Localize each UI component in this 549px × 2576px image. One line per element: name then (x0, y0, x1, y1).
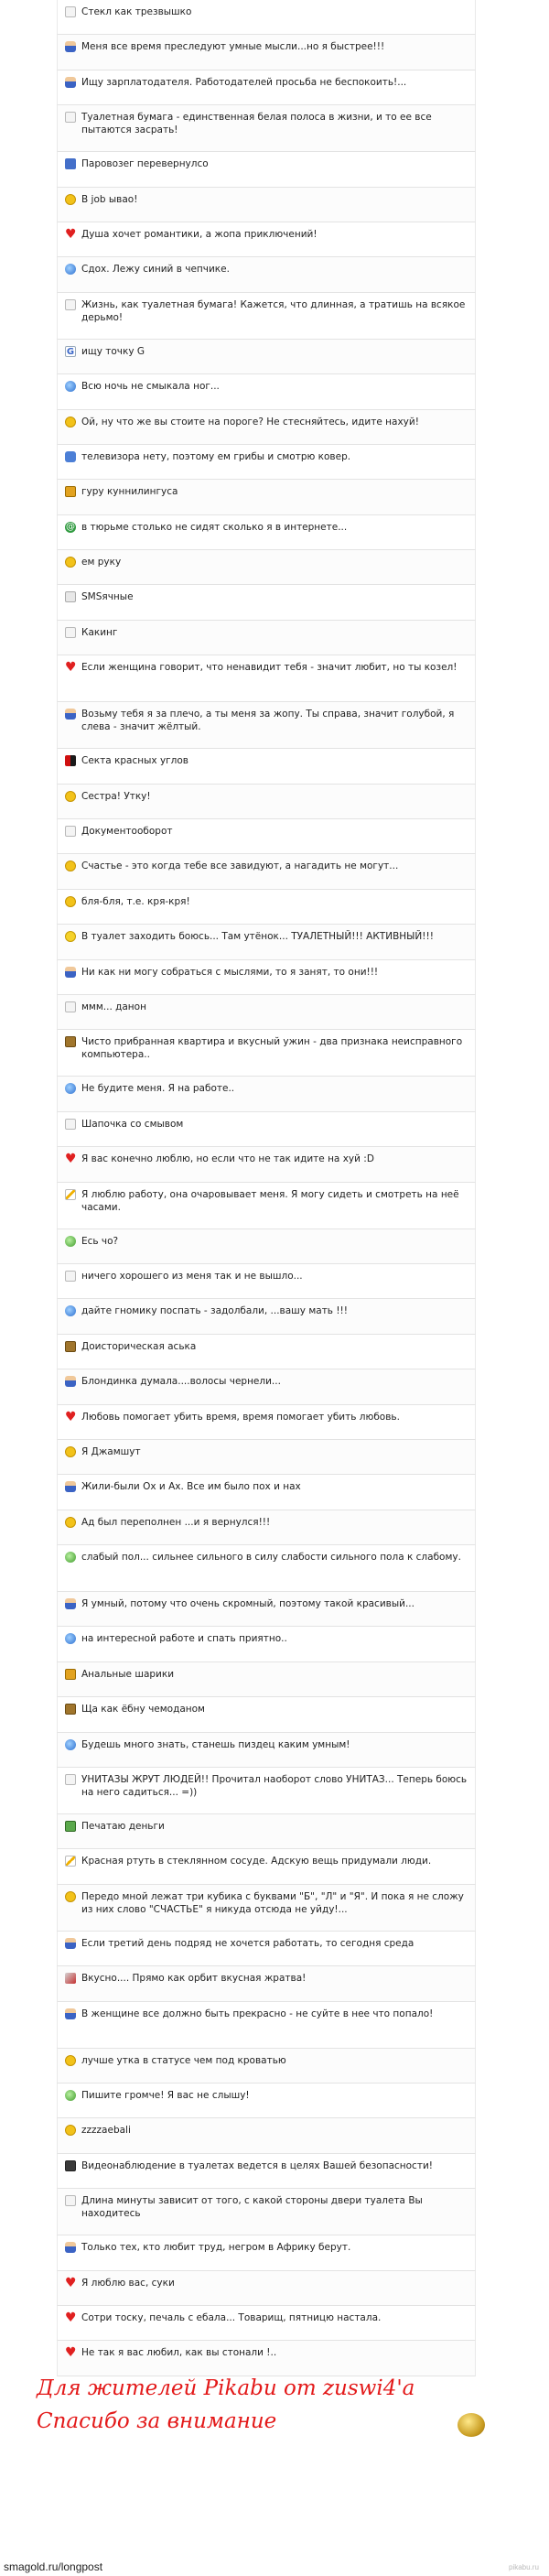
list-item[interactable] (57, 785, 476, 819)
smile-icon (65, 1517, 76, 1528)
footer-dedication: Для жителей Pikabu от zuswi4'a (37, 2376, 415, 2400)
status-text: Душа хочет романтики, а жопа приключений! (81, 228, 318, 240)
status-text: в тюрьме столько не сидят сколько я в интернете... (81, 521, 348, 533)
list-item[interactable] (57, 293, 476, 340)
page-icon (65, 2195, 76, 2206)
status-text: ничего хорошего из меня так и не вышло... (81, 1270, 303, 1282)
status-text: Вкусно.... Прямо как орбит вкусная жратва! (81, 1973, 307, 1985)
list-item[interactable] (57, 995, 476, 1030)
list-item[interactable] (57, 1592, 476, 1627)
heart-icon (65, 2347, 76, 2358)
list-item[interactable] (57, 410, 476, 445)
green-icon (65, 2090, 76, 2101)
status-text: Сотри тоску, печаль с ебала... Товарищ, пятницю настала. (81, 2311, 382, 2323)
list-item[interactable] (57, 621, 476, 655)
status-text: Счастье - это когда тебе все завидуют, а нагадить не могут... (81, 860, 399, 872)
heart-icon (65, 1153, 76, 1164)
status-text: ммм... данон (81, 1001, 146, 1012)
flag-icon (65, 755, 76, 766)
status-text: слабый пол... сильнее сильного в силу слабости сильного пола к слабому. (81, 1552, 461, 1564)
list-item[interactable] (57, 2235, 476, 2270)
status-text: Жили-были Ох и Ах. Все им было пох и нах (81, 1481, 301, 1493)
status-text: телевизора нету, поэтому ем грибы и смотрю ковер. (81, 450, 351, 462)
status-text: Я Джамшут (81, 1445, 141, 1457)
globe-icon (65, 1083, 76, 1094)
page-icon (65, 627, 76, 638)
list-item[interactable] (57, 1662, 476, 1697)
status-text: ем руку (81, 557, 122, 568)
pen-icon (65, 1189, 76, 1200)
status-text: Жизнь, как туалетная бумага! Кажется, что длинная, а тратишь на всякое дерьмо! (81, 298, 466, 323)
status-text: Печатаю деньги (81, 1821, 165, 1833)
status-text: zzzzaebali (81, 2125, 131, 2137)
bag-icon (65, 486, 76, 497)
status-text: Меня все время преследуют умные мысли...но я быстрее!!! (81, 41, 385, 53)
status-text: Передо мной лежат три кубика с буквами "Б", "Л" и "Я". И пока я не сложу из них слово "СЧАСТЬЕ" я никуда отсюда не уйду!... (81, 1890, 464, 1915)
smile-icon (65, 2055, 76, 2066)
status-text: В job ывао! (81, 193, 138, 205)
at-icon (65, 522, 76, 533)
smile-icon (65, 2125, 76, 2136)
heart-icon (65, 229, 76, 240)
status-text: Ща как ёбну чемоданом (81, 1704, 205, 1716)
list-item[interactable] (57, 702, 476, 749)
status-text: Стекл как трезвышко (81, 6, 192, 17)
list-item[interactable] (57, 1264, 476, 1299)
list-item[interactable] (57, 105, 476, 152)
globe-icon (65, 1305, 76, 1316)
smile-icon (65, 417, 76, 428)
globe-icon (65, 1739, 76, 1750)
list-item[interactable] (57, 1932, 476, 1966)
list-item[interactable] (57, 854, 476, 889)
box-icon (65, 1341, 76, 1352)
page-icon (65, 299, 76, 310)
status-text: Ищу зарплатодателя. Работодателей просьба не беспокоить!... (81, 76, 407, 88)
page-icon (65, 1001, 76, 1012)
status-text: Любовь помогает убить время, время помогает убить любовь. (81, 1411, 400, 1423)
smile-icon (65, 1891, 76, 1902)
list-item[interactable] (57, 1405, 476, 1440)
list-item[interactable] (57, 960, 476, 995)
list-item[interactable] (57, 1147, 476, 1182)
page-icon (65, 6, 76, 17)
list-item[interactable] (57, 222, 476, 257)
status-text: Сдох. Лежу синий в чепчике. (81, 264, 230, 276)
list-item[interactable] (57, 1733, 476, 1768)
list-item[interactable] (57, 1768, 476, 1814)
status-text: Я люблю вас, суки (81, 2277, 175, 2289)
list-item[interactable] (57, 585, 476, 620)
rocket-icon (65, 1973, 76, 1984)
loco-icon (65, 158, 76, 169)
list-item[interactable] (57, 2049, 476, 2084)
man-icon (65, 41, 76, 52)
globe-icon (65, 264, 76, 275)
status-text: УНИТАЗЫ ЖРУТ ЛЮДЕЙ!! Прочитал наоборот слово УНИТАЗ... Теперь боюсь на него садиться... =)) (81, 1774, 468, 1799)
status-text: Туалетная бумага - единственная белая полоса в жизни, и то ее все пытаются засрать! (81, 112, 432, 136)
money-icon (65, 1821, 76, 1832)
status-text: Документооборот (81, 826, 173, 838)
list-item[interactable] (57, 445, 476, 480)
list-item[interactable] (57, 257, 476, 292)
list-item[interactable] (57, 2189, 476, 2235)
man-icon (65, 709, 76, 720)
status-text: Есь чо? (81, 1235, 119, 1247)
status-text: Не будите меня. Я на работе.. (81, 1083, 235, 1095)
man-icon (65, 2242, 76, 2253)
list-item[interactable] (57, 1475, 476, 1510)
bag-icon (65, 1669, 76, 1680)
status-text: Сестра! Утку! (81, 790, 151, 802)
status-text: Всю ночь не смыкала ног... (81, 381, 220, 393)
list-item[interactable] (57, 2306, 476, 2341)
list-item[interactable] (57, 2154, 476, 2189)
list-item[interactable] (57, 1077, 476, 1111)
smile-icon (65, 791, 76, 802)
status-text: SMSячные (81, 591, 134, 603)
heart-icon (65, 2312, 76, 2323)
status-text: Я вас конечно люблю, но если что не так идите на хуй :D (81, 1153, 374, 1165)
list-item[interactable] (57, 655, 476, 702)
list-item[interactable] (57, 550, 476, 585)
list-item[interactable] (57, 374, 476, 409)
coin-icon (458, 2413, 485, 2437)
list-item[interactable] (57, 1030, 476, 1077)
status-text: Видеонаблюдение в туалетах ведется в целях Вашей безопасности! (81, 2159, 433, 2171)
list-item[interactable] (57, 152, 476, 187)
status-text: Не так я вас любил, как вы стонали !.. (81, 2347, 277, 2359)
list-item[interactable] (57, 1229, 476, 1264)
man-icon (65, 77, 76, 88)
list-item[interactable] (57, 1627, 476, 1661)
status-text: Секта красных углов (81, 755, 188, 767)
list-item[interactable] (57, 35, 476, 70)
list-item[interactable] (57, 2084, 476, 2118)
page-icon (65, 1774, 76, 1785)
list-item[interactable] (57, 1299, 476, 1334)
status-list (57, 0, 476, 2359)
page-icon (65, 1271, 76, 1282)
heart-icon (65, 662, 76, 673)
status-text: Если женщина говорит, что ненавидит тебя - значит любит, но ты козел! (81, 662, 458, 674)
list-item[interactable] (57, 1697, 476, 1732)
status-text: ищу точку G (81, 345, 145, 357)
man-icon (65, 1938, 76, 1949)
status-text: Какинг (81, 626, 118, 638)
footer-thanks: Спасибо за внимание (37, 2409, 277, 2433)
green-icon (65, 1236, 76, 1247)
sms-icon (65, 591, 76, 602)
man-icon (65, 1481, 76, 1492)
list-item[interactable] (57, 188, 476, 222)
status-text: Красная ртуть в стеклянном сосуде. Адскую вещь придумали люди. (81, 1856, 432, 1867)
box-icon (65, 1036, 76, 1047)
list-item[interactable] (57, 70, 476, 105)
list-item[interactable] (57, 1849, 476, 1884)
list-item[interactable] (57, 0, 476, 35)
pen-icon (65, 1856, 76, 1867)
list-item[interactable] (57, 1510, 476, 1545)
status-text: Если третий день подряд не хочется работать, то сегодня среда (81, 1937, 414, 1949)
status-text: Я умный, потому что очень скромный, поэтому такой красивый... (81, 1598, 414, 1610)
smile-icon (65, 557, 76, 568)
list-item[interactable] (57, 515, 476, 550)
heart-icon (65, 1412, 76, 1423)
status-text: дайте гномику поспать - задолбали, ...вашу мать !!! (81, 1305, 348, 1317)
status-text: Чисто прибранная квартира и вкусный ужин - два признака неисправного компьютера.. (81, 1036, 463, 1061)
smile-icon (65, 194, 76, 205)
man-icon (65, 1376, 76, 1387)
status-text: Я люблю работу, она очаровывает меня. Я могу сидеть и смотреть на неё часами. (81, 1188, 459, 1213)
list-item[interactable] (57, 2002, 476, 2049)
g-icon (65, 346, 76, 357)
list-item[interactable] (57, 1814, 476, 1849)
status-text: Блондинка думала....волосы чернели... (81, 1376, 281, 1388)
green-icon (65, 1552, 76, 1563)
list-item[interactable] (57, 1183, 476, 1229)
list-item[interactable] (57, 890, 476, 925)
site-url[interactable]: smagold.ru/longpost (4, 2560, 103, 2573)
status-text: Только тех, кто любит труд, негром в Африку берут. (81, 2242, 351, 2254)
list-item[interactable] (57, 1966, 476, 2001)
status-text: Ой, ну что же вы стоите на пороге? Не стесняйтесь, идите нахуй! (81, 416, 419, 428)
list-item[interactable] (57, 2118, 476, 2153)
status-text: В женщине все должно быть прекрасно - не суйте в нее что попало! (81, 2008, 434, 2019)
smile-icon (65, 860, 76, 871)
man-icon (65, 1598, 76, 1609)
box-icon (65, 1704, 76, 1715)
status-text: Возьму тебя я за плечо, а ты меня за жопу. Ты справа, значит голубой, я слева - значит жёлтый. (81, 709, 455, 733)
status-text: Шапочка со смывом (81, 1118, 184, 1130)
status-text: лучше утка в статусе чем под кроватью (81, 2054, 286, 2066)
man-icon (65, 967, 76, 978)
list-item[interactable] (57, 1369, 476, 1404)
list-item[interactable] (57, 1545, 476, 1592)
watermark: pikabu.ru (509, 2563, 539, 2571)
page-icon (65, 1119, 76, 1130)
smile-icon (65, 1446, 76, 1457)
page-icon (65, 112, 76, 123)
status-text: гуру куннилингуса (81, 486, 178, 498)
duck-icon (65, 931, 76, 942)
status-text: В туалет заходить боюсь... Там утёнок... ТУАЛЕТНЫЙ!!! АКТИВНЫЙ!!! (81, 931, 434, 943)
status-text: бля-бля, т.е. кря-кря! (81, 895, 190, 907)
status-text: Анальные шарики (81, 1668, 175, 1680)
globe-icon (65, 381, 76, 392)
status-text: Пишите громче! Я вас не слышу! (81, 2089, 250, 2101)
list-item[interactable] (57, 749, 476, 784)
list-item[interactable] (57, 340, 476, 374)
heart-icon (65, 2278, 76, 2289)
list-item[interactable] (57, 925, 476, 959)
status-text: Длина минуты зависит от того, с какой стороны двери туалета Вы находитесь (81, 2195, 423, 2220)
tel-icon (65, 451, 76, 462)
list-item[interactable] (57, 1440, 476, 1475)
status-text: на интересной работе и спать приятно.. (81, 1633, 287, 1645)
status-text: Будешь много знать, станешь пиздец каким умным! (81, 1738, 350, 1750)
video-icon (65, 2160, 76, 2171)
smile-icon (65, 896, 76, 907)
list-item[interactable] (57, 1112, 476, 1147)
man-icon (65, 2008, 76, 2019)
list-item[interactable] (57, 819, 476, 854)
list-item[interactable] (57, 2341, 476, 2376)
status-text: Паровозег перевернулсо (81, 158, 209, 170)
status-text: Ад был переполнен ...и я вернулся!!! (81, 1516, 271, 1528)
list-item[interactable] (57, 2271, 476, 2306)
globe-icon (65, 1633, 76, 1644)
list-item[interactable] (57, 1335, 476, 1369)
status-text: Доисторическая аська (81, 1340, 197, 1352)
status-text: Ни как ни могу собраться с мыслями, то я занят, то они!!! (81, 966, 379, 978)
list-item[interactable] (57, 480, 476, 514)
page-icon (65, 826, 76, 837)
list-item[interactable] (57, 1885, 476, 1932)
